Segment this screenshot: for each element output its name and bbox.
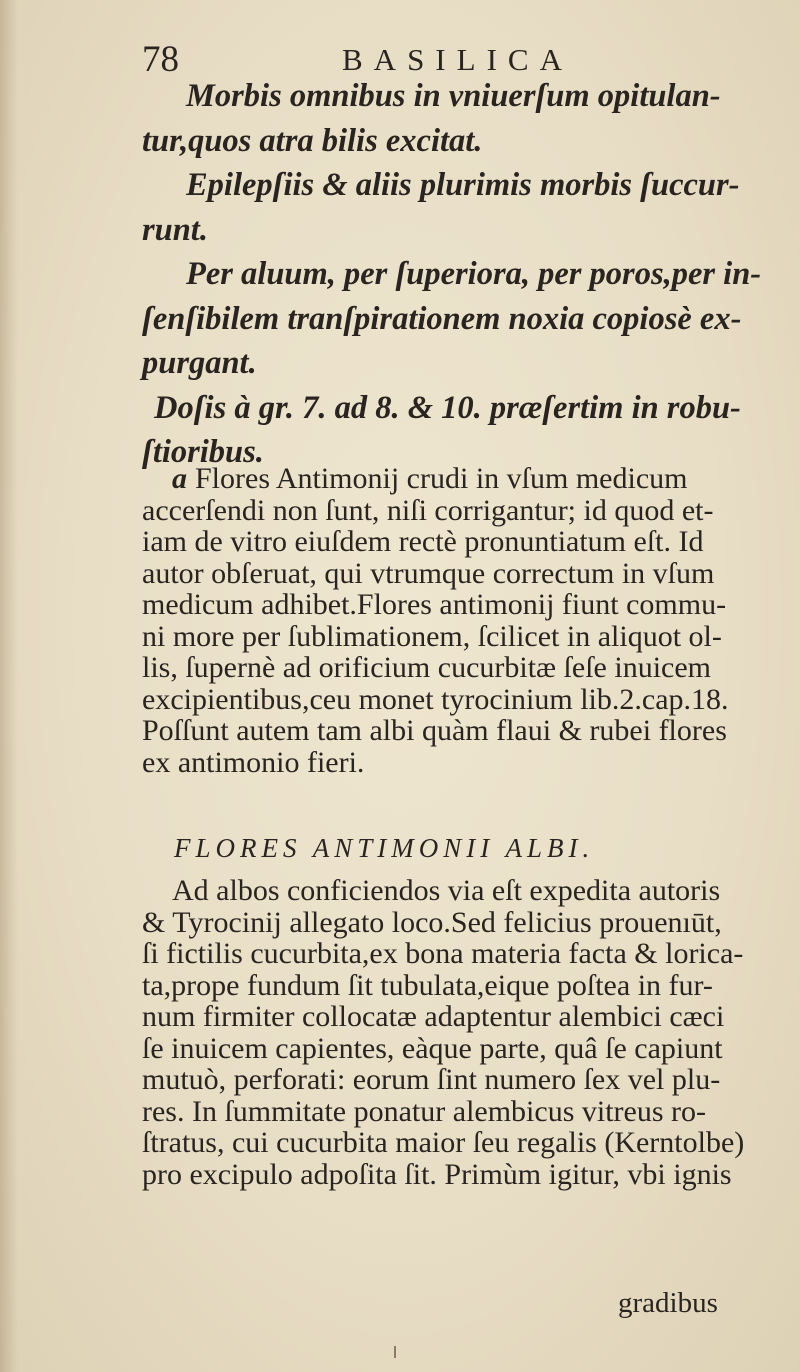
section-line: ſtratus, cui cucurbita maior ſeu regalis (Kerntolbe) bbox=[142, 1126, 745, 1159]
note-line: excipientibus,ceu monet tyrocinium lib.2.cap.18. bbox=[142, 682, 729, 716]
virtues-line: tur,quos atra bilis excitat. bbox=[142, 122, 483, 159]
virtues-line: runt. bbox=[142, 211, 208, 248]
ink-mark bbox=[394, 1346, 396, 1358]
note-line-text: Flores Antimonij crudi in vſum medicum bbox=[195, 462, 688, 495]
note-line: Poſſunt autem tam albi quàm flaui & rubei flores bbox=[142, 714, 727, 747]
virtues-line: Epilepſiis & aliis plurimis morbis ſuccur- bbox=[186, 167, 740, 203]
note-line: accerſendi non ſunt, niſi corrigantur; id quod et- bbox=[142, 493, 714, 527]
catchword: gradibus bbox=[618, 1287, 718, 1319]
running-title: BASILICA bbox=[342, 42, 573, 77]
note-line: lis, ſupernè ad orificium cucurbitæ ſeſe inuicem bbox=[142, 651, 711, 684]
section-line: mutuò, perforati: eorum ſint numero ſex vel plu- bbox=[142, 1063, 721, 1096]
note-marker: a bbox=[172, 462, 187, 495]
note-line: iam de vitro eiuſdem rectè pronuntiatum eſt. Id bbox=[142, 525, 704, 558]
section-body bbox=[142, 875, 782, 1190]
note-line: ni more per ſublimationem, ſcilicet in aliquot ol- bbox=[142, 619, 722, 653]
virtues-line: Morbis omnibus in vniuerſum opitulan- bbox=[186, 78, 721, 114]
note-line bbox=[142, 463, 782, 495]
section-heading: FLORES ANTIMONII ALBI. bbox=[174, 833, 595, 863]
section-line: res. In ſummitate ponatur alembicus vitreus ro- bbox=[142, 1094, 707, 1128]
section-line: ta,prope fundum ſit tubulata,eique poſtea in fur- bbox=[142, 968, 713, 1002]
note-line: ex antimonio fieri. bbox=[142, 745, 365, 779]
section-line: Ad albos conficiendos via eſt expedita autoris bbox=[172, 874, 721, 907]
virtues-line: Per aluum, per ſuperiora, per poros,per in- bbox=[186, 256, 762, 292]
note-line: autor obſeruat, qui vtrumque correctum in vſum bbox=[142, 556, 715, 590]
section-line: ſe inuicem capientes, eàque parte, quâ ſe capiunt bbox=[142, 1031, 723, 1065]
page-number: 78 bbox=[142, 39, 179, 80]
dosage-line: ſtioribus. bbox=[142, 434, 264, 470]
section-line: num firmiter collocatæ adaptentur alembici cæci bbox=[142, 1000, 725, 1033]
annotation-note bbox=[142, 463, 782, 778]
section-line: ſi fictilis cucurbita,ex bona materia facta & lorica- bbox=[142, 937, 744, 970]
virtues-list bbox=[142, 74, 772, 475]
virtues-line: purgant. bbox=[142, 345, 257, 381]
virtues-line: ſenſibilem tranſpirationem noxia copiosè ex- bbox=[142, 300, 742, 337]
note-line: medicum adhibet.Flores antimonij fiunt commu- bbox=[142, 588, 727, 621]
section-line: pro excipulo adpoſita ſit. Primùm igitur, vbi ignis bbox=[142, 1157, 732, 1191]
dosage-line: Doſis à gr. 7. ad 8. & 10. præſertim in robu- bbox=[154, 389, 741, 426]
section-line: & Tyrocinij allegato loco.Sed felicius prouenıūt, bbox=[142, 905, 722, 939]
